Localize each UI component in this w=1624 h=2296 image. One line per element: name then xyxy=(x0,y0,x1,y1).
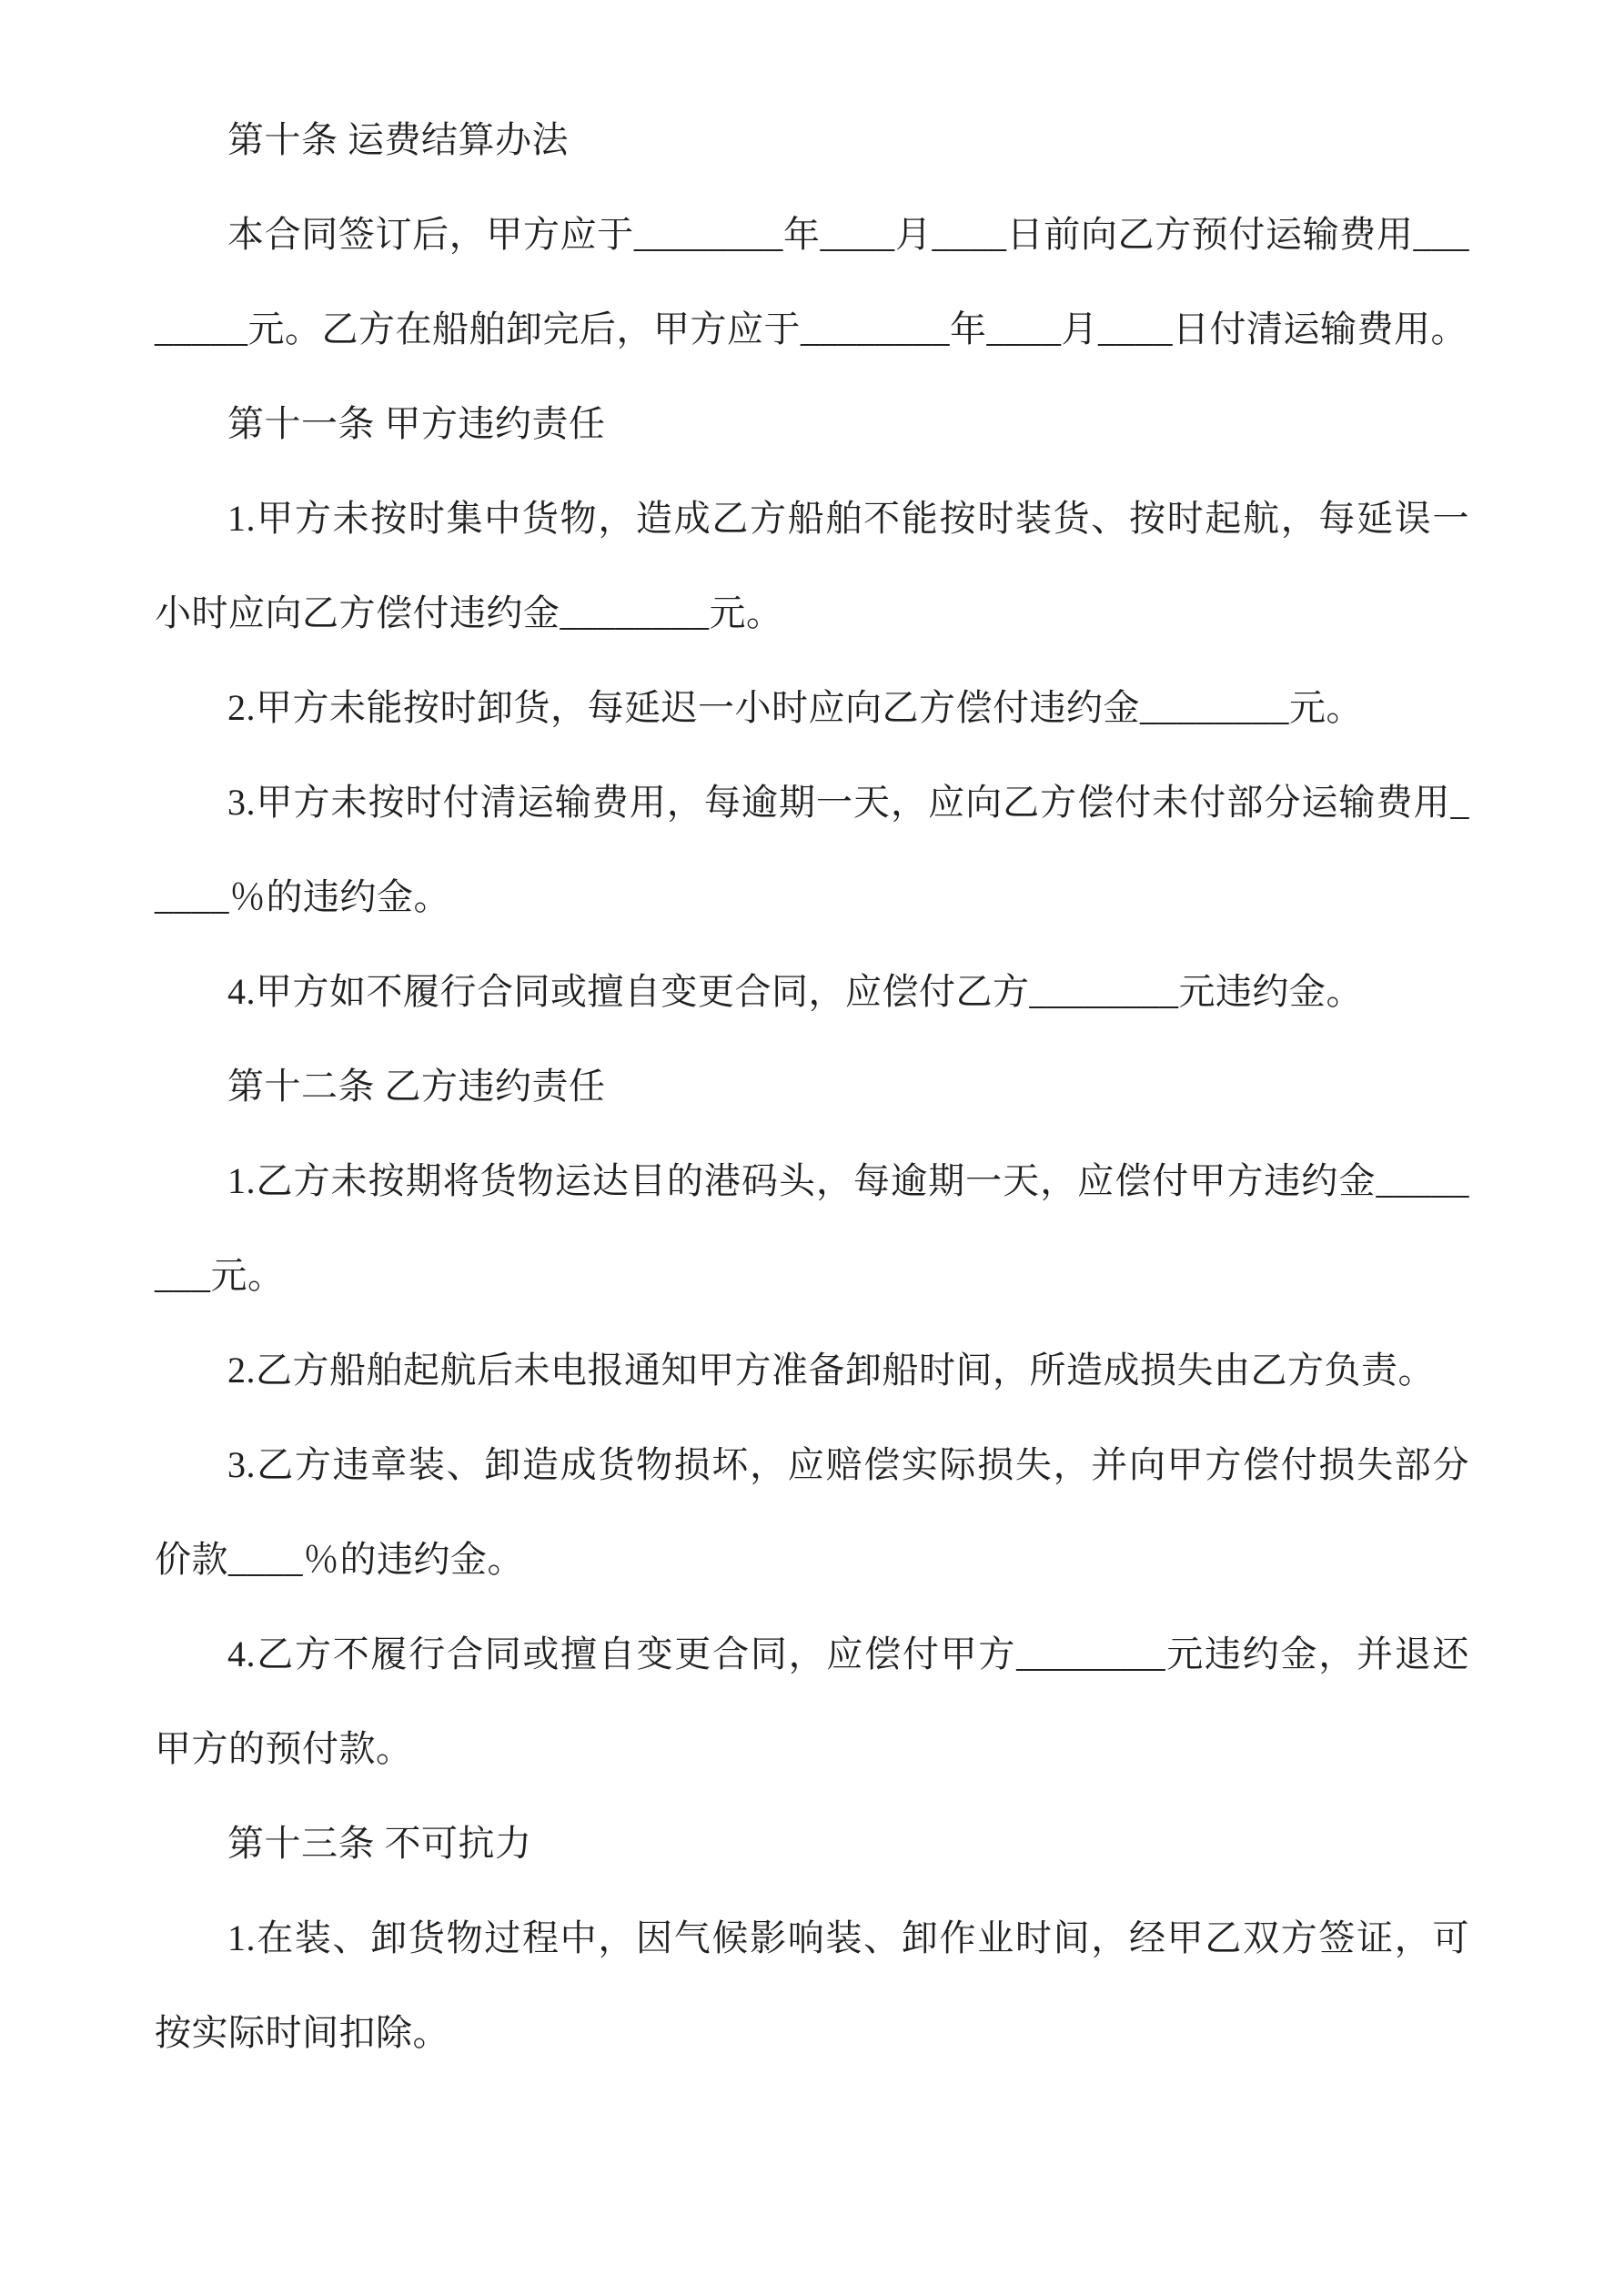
document-body xyxy=(155,93,1469,2080)
paragraph: 4.乙方不履行合同或擅自变更合同，应偿付甲方________元违约金，并退还甲方的预付款。 xyxy=(155,1633,1469,1769)
section-heading: 第十二条 乙方违约责任 xyxy=(227,1066,606,1107)
paragraph: 本合同签订后，甲方应于________年____月____日前向乙方预付运输费用________元。乙方在船舶卸完后，甲方应于________年____月____日付清运输费用。 xyxy=(155,214,1469,349)
paragraph: 1.在装、卸货物过程中，因气候影响装、卸作业时间，经甲乙双方签证，可按实际时间扣除。 xyxy=(155,1917,1469,2053)
paragraph: 1.甲方未按时集中货物，造成乙方船舶不能按时装货、按时起航，每延误一小时应向乙方偿付违约金________元。 xyxy=(155,498,1469,633)
section-heading: 第十条 运费结算办法 xyxy=(227,119,569,160)
paragraph: 2.乙方船舶起航后未电报通知甲方准备卸船时间，所造成损失由乙方负责。 xyxy=(227,1350,1435,1391)
paragraph: 3.乙方违章装、卸造成货物损坏，应赔偿实际损失，并向甲方偿付损失部分价款____％的违约金。 xyxy=(155,1444,1469,1580)
paragraph: 3.甲方未按时付清运输费用，每逾期一天，应向乙方偿付未付部分运输费用_____％的违约金。 xyxy=(155,782,1469,917)
paragraph: 1.乙方未按期将货物运达目的港码头，每逾期一天，应偿付甲方违约金________元。 xyxy=(155,1160,1469,1296)
section-heading: 第十三条 不可抗力 xyxy=(227,1823,532,1864)
paragraph: 2.甲方未能按时卸货，每延迟一小时应向乙方偿付违约金________元。 xyxy=(227,687,1363,728)
paragraph: 4.甲方如不履行合同或擅自变更合同，应偿付乙方________元违约金。 xyxy=(227,971,1363,1012)
section-heading: 第十一条 甲方违约责任 xyxy=(227,403,606,444)
